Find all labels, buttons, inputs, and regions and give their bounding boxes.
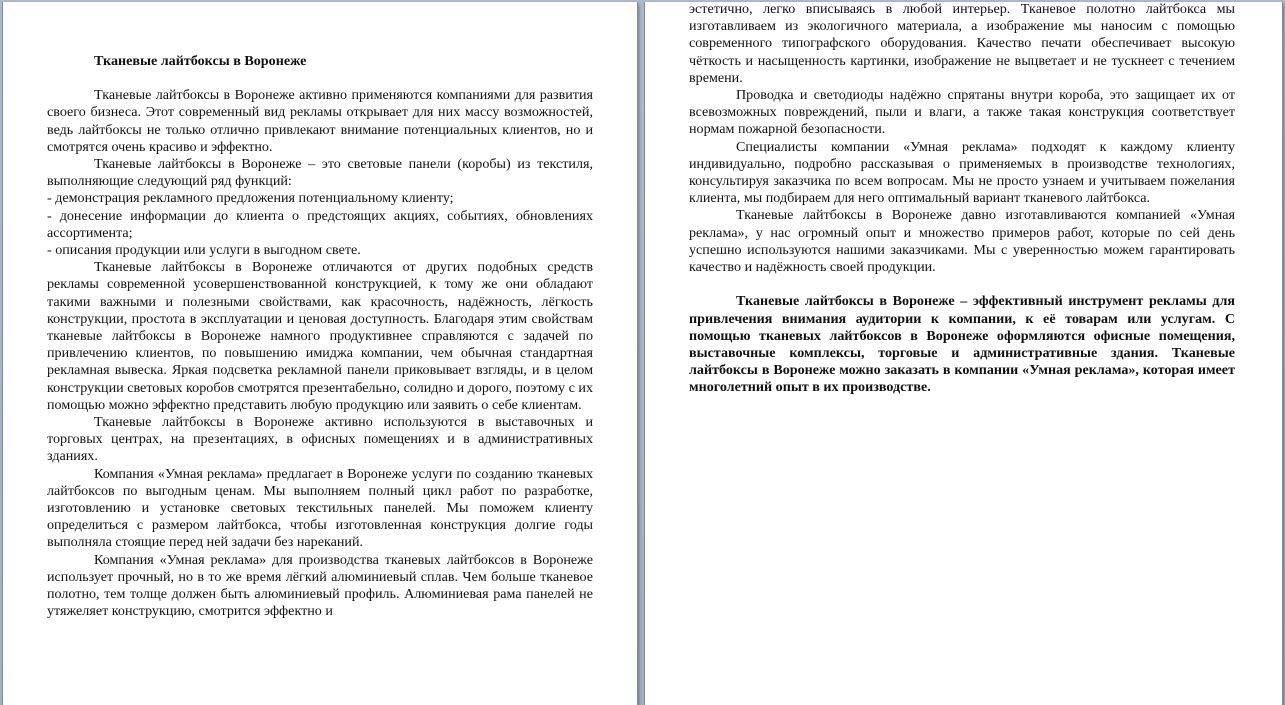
paragraph: Компания «Умная реклама» для производства тканевых лайтбоксов в Воронеже использует прочный, но в то же время лёгкий алюминиевый сплав. Чем больше тканевое полотно, тем толще должен быть алюминиевый профиль. Алюминиевая рама панелей не утяжеляет конструкцию, смотрится эффектно и <box>47 551 593 620</box>
paragraph: Специалисты компании «Умная реклама» подходят к каждому клиенту индивидуально, подробно рассказывая о применяемых в производстве технологиях, консультируя заказчика по всем вопросам. Мы не просто узнаем и учитываем пожелания клиента, мы подбираем для него оптимальный вариант тканевого лайтбокса. <box>689 138 1235 207</box>
page-1-text <box>47 53 593 621</box>
paragraph: Тканевые лайтбоксы в Воронеже – это световые панели (коробы) из текстиля, выполняющие следующий ряд функций: <box>47 156 593 190</box>
document-page-1[interactable] <box>3 2 637 705</box>
document-page-2[interactable] <box>645 2 1282 705</box>
list-item: - донесение информации до клиента о предстоящих акциях, событиях, обновлениях ассортимента; <box>47 207 593 241</box>
closing-paragraph: Тканевые лайтбоксы в Воронеже – эффективный инструмент рекламы для привлечения внимания аудитории к компании, к её товарам или услугам. С помощью тканевых лайтбоксов в Воронеже оформляются офисные помещения, выставочные комплексы, торговые и административные здания. Тканевые лайтбоксы в Воронеже можно заказать в компании «Умная реклама», которая имеет многолетний опыт в их производстве. <box>689 293 1235 396</box>
paragraph: Тканевые лайтбоксы в Воронеже активно применяются компаниями для развития своего бизнеса. Этот современный вид рекламы открывает для них массу возможностей, ведь лайтбоксы не только отлично привлекают внимание потенциальных клиентов, но и смотрятся очень красиво и эффектно. <box>47 87 593 155</box>
list-item: - описания продукции или услуги в выгодном свете. <box>47 242 361 259</box>
list-item: - демонстрация рекламного предложения потенциальному клиенту; <box>47 190 454 207</box>
paragraph: Тканевые лайтбоксы в Воронеже активно используются в выставочных и торговых центрах, на презентациях, в офисных помещениях и в административных зданиях. <box>47 414 593 465</box>
paragraph: Тканевые лайтбоксы в Воронеже давно изготавливаются компанией «Умная реклама», у нас огромный опыт и множество примеров работ, которые по сей день успешно используются нашими заказчиками. Мы с уверенностью можем гарантировать качество и надёжность своей продукции. <box>689 207 1235 276</box>
page-2-text <box>689 2 1235 397</box>
document-title: Тканевые лайтбоксы в Воронеже <box>94 53 307 69</box>
paragraph: Компания «Умная реклама» предлагает в Воронеже услуги по созданию тканевых лайтбоксов по выгодным ценам. Мы выполняем полный цикл работ по разработке, изготовлению и установке световых текстильных панелей. Мы поможем клиенту определиться с размером лайтбокса, чтобы изготовленная конструкция долгие годы выполняла стоящие перед ней задачи без нареканий. <box>47 465 593 551</box>
paragraph: Тканевые лайтбоксы в Воронеже отличаются от других подобных средств рекламы современной усовершенствованной конструкцией, к тому же они обладают такими важными и полезными свойствами, как красочность, надёжность, лёгкость конструкции, простота в эксплуатации и ценовая доступность. Благодаря этим свойствам тканевые лайтбоксы в Воронеже намного продуктивнее справляются с задачей по привлечению клиентов, по повышению имиджа компании, чем обычная стандартная рекламная вывеска. Яркая подсветка рекламной панели приковывает взгляды, и в целом конструкции световых коробов смотрятся презентабельно, солидно и дорого, поэтому с их помощью можно эффектно представить любую продукцию или заявить о себе клиентам. <box>47 259 593 413</box>
paragraph: Проводка и светодиоды надёжно спрятаны внутри короба, это защищает их от всевозможных повреждений, пыли и влаги, а также такая конструкция соответствует нормам пожарной безопасности. <box>689 87 1235 138</box>
paragraph-continuation: эстетично, легко вписываясь в любой интерьер. Тканевое полотно лайтбокса мы изготавливаем из экологичного материала, а изображение мы наносим с помощью современного типографского оборудования. Качество печати обеспечивает высокую чёткость и насыщенность картинки, изображение не выцветает и не тускнеет с течением времени. <box>689 2 1235 86</box>
